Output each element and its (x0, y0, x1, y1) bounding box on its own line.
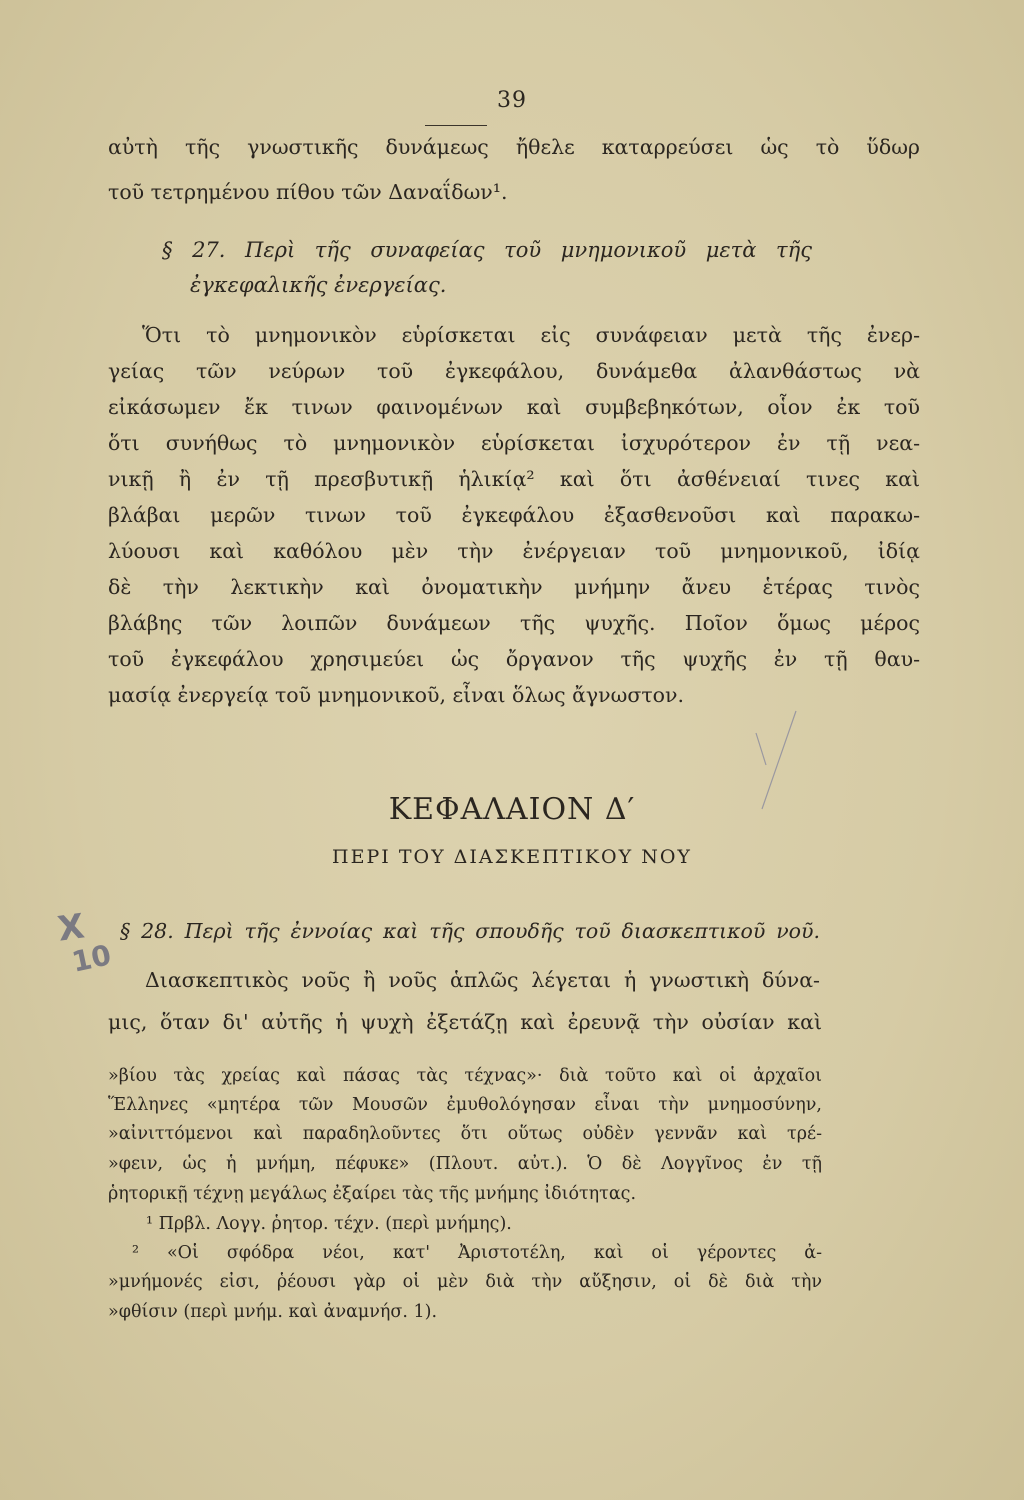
section-28-line-1: Διασκεπτικὸς νοῦς ἢ νοῦς ἁπλῶς λέγεται ἡ γνωστικὴ δύνα- (145, 968, 820, 992)
page-number-rule (425, 125, 487, 126)
footnote-2-line-2: »μνήμονές εἰσι, ῥέουσι γὰρ οἱ μὲν διὰ τὴν αὔξησιν, οἱ δὲ διὰ τὴν (108, 1272, 822, 1292)
section-28-heading: § 28. Περὶ τῆς ἐννοίας καὶ τῆς σπουδῆς τοῦ διασκεπτικοῦ νοῦ. (120, 919, 820, 943)
section-28-line-2: μις, ὅταν δι' αὐτῆς ἡ ψυχὴ ἐξετάζῃ καὶ ἐρευνᾷ τὴν οὐσίαν καὶ (108, 1010, 822, 1034)
footnote-line-1: »βίου τὰς χρείας καὶ πάσας τὰς τέχνας»· διὰ τοῦτο καὶ οἱ ἀρχαῖοι (108, 1066, 822, 1086)
paragraph-line-6: βλάβαι μερῶν τινων τοῦ ἐγκεφάλου ἐξασθενοῦσι καὶ παρακω- (108, 503, 920, 527)
footnote-2-line-3: »φθίσιν (περὶ μνήμ. καὶ ἀναμνήσ. 1). (108, 1302, 438, 1322)
text-line-1: αὐτὴ τῆς γνωστικῆς δυνάμεως ἤθελε καταρρεύσει ὡς τὸ ὕδωρ (108, 135, 920, 159)
footnote-2-line-1: ² «Οἱ σφόδρα νέοι, κατ' Ἀριστοτέλη, καὶ οἱ γέροντες ἀ- (132, 1243, 822, 1263)
footnote-line-5: ῥητορικῇ τέχνῃ μεγάλως ἐξαίρει τὰς τῆς μνήμης ἰδιότητας. (108, 1184, 637, 1204)
paragraph-line-4: ὅτι συνήθως τὸ μνημονικὸν εὑρίσκεται ἰσχυρότερον ἐν τῇ νεα- (108, 431, 920, 455)
text-line-2: τοῦ τετρημένου πίθου τῶν Δαναΐδων¹. (108, 180, 508, 204)
paragraph-line-7: λύουσι καὶ καθόλου μὲν τὴν ἐνέργειαν τοῦ μνημονικοῦ, ἰδίᾳ (108, 539, 920, 563)
paragraph-line-1: Ὅτι τὸ μνημονικὸν εὑρίσκεται εἰς συνάφειαν μετὰ τῆς ἐνερ- (142, 323, 920, 347)
footnote-1: ¹ Πρβλ. Λογγ. ῥητορ. τέχν. (περὶ μνήμης). (146, 1214, 512, 1234)
paragraph-line-2: γείας τῶν νεύρων τοῦ ἐγκεφάλου, δυνάμεθα ἀλανθάστως νὰ (108, 359, 920, 383)
paragraph-line-8: δὲ τὴν λεκτικὴν καὶ ὀνοματικὴν μνήμην ἄνευ ἑτέρας τινὸς (108, 575, 920, 599)
paragraph-line-10: τοῦ ἐγκεφάλου χρησιμεύει ὡς ὄργανον τῆς ψυχῆς ἐν τῇ θαυ- (108, 647, 920, 671)
paragraph-line-9: βλάβης τῶν λοιπῶν δυνάμεων τῆς ψυχῆς. Ποῖον ὅμως μέρος (108, 611, 920, 635)
margin-x-mark: X (55, 906, 87, 950)
paragraph-line-5: νικῇ ἢ ἐν τῇ πρεσβυτικῇ ἡλικίᾳ² καὶ ὅτι ἀσθένειαί τινες καὶ (108, 467, 920, 491)
paragraph-line-3: εἰκάσωμεν ἔκ τινων φαινομένων καὶ συμβεβηκότων, οἷον ἐκ τοῦ (108, 395, 920, 419)
margin-ten-mark: 10 (68, 938, 114, 979)
paragraph-line-11: μασίᾳ ἐνεργείᾳ τοῦ μνημονικοῦ, εἶναι ὅλως ἄγνωστον. (108, 683, 685, 707)
section-27-heading-cont: ἐγκεφαλικῆς ἐνεργείας. (190, 273, 447, 297)
footnote-line-4: »φειν, ὡς ἡ μνήμη, πέφυκε» (Πλουτ. αὐτ.). Ὁ δὲ Λογγῖνος ἐν τῇ (108, 1154, 822, 1174)
section-27-heading: § 27. Περὶ τῆς συναφείας τοῦ μνημονικοῦ μετὰ τῆς (162, 238, 812, 262)
chapter-title: ΚΕΦΑΛΑΙΟΝ Δ′ (388, 792, 636, 827)
chapter-subtitle: ΠΕΡΙ ΤΟΥ ΔΙΑΣΚΕΠΤΙΚΟΥ ΝΟΥ (332, 846, 692, 868)
page-number: 39 (497, 88, 527, 113)
footnote-line-2: Ἕλληνες «μητέρα τῶν Μουσῶν ἐμυθολόγησαν εἶναι τὴν μνημοσύνην, (108, 1095, 822, 1115)
footnote-line-3: »αἰνιττόμενοι καὶ παραδηλοῦντες ὅτι οὕτως οὐδὲν γεννᾶν καὶ τρέ- (108, 1124, 822, 1144)
